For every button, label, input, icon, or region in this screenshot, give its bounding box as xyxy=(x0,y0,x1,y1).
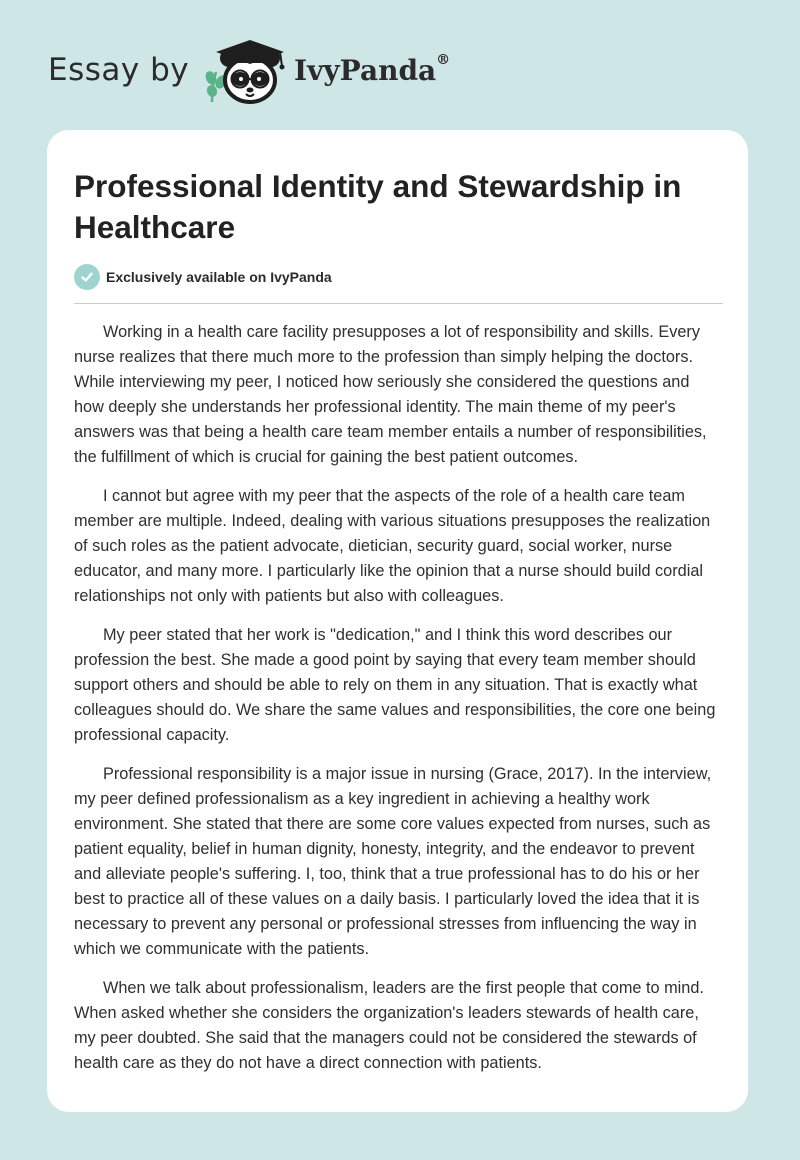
paragraph: I cannot but agree with my peer that the aspects of the role of a health care team member are multiple. Indeed, dealing with various situations presupposes the realization of such roles as the patient advocate, dietician, security guard, social worker, nurse educator, and many more. I particularly like the opinion that a nurse should build cordial relationships not only with patients but also with colleagues. xyxy=(74,487,711,605)
paragraph: My peer stated that her work is "dedication," and I think this word describes our profession the best. She made a good point by saying that every team member should support others and should be able to rely on them in any situation. That is exactly what colleagues should do. We share the same values and responsibilities, the core one being professional capacity. xyxy=(74,626,716,744)
check-icon xyxy=(74,264,100,290)
registered-mark: ® xyxy=(436,52,451,68)
paragraph: Working in a health care facility presupposes a lot of responsibility and skills. Every nurse realizes that there much more to the profession than simply helping the doctors. While interviewing my peer, I noticed how seriously she considered the questions and how deeply she understands her professional identity. The main theme of my peer's answers was that being a health care team member entails a number of responsibilities, the fulfillment of which is crucial for gaining the best patient outcomes. xyxy=(74,323,707,466)
exclusive-label: Exclusively available on IvyPanda xyxy=(106,269,332,285)
panda-graduate-icon xyxy=(202,36,292,106)
essay-body xyxy=(74,320,723,1090)
brand-name xyxy=(294,54,450,87)
exclusive-notice xyxy=(74,264,332,290)
essay-card xyxy=(47,130,748,1112)
divider xyxy=(74,303,723,304)
brand-name-text: IvyPanda xyxy=(294,54,437,87)
brand-logo[interactable] xyxy=(48,36,488,106)
paragraph: Professional responsibility is a major issue in nursing (Grace, 2017). In the interview, my peer defined professionalism as a key ingredient in achieving a healthy work environment. She stated that there are some core values expected from nurses, such as patient equality, belief in human dignity, honesty, integrity, and the endeavor to prevent and alleviate people's suffering. I, too, think that a true professional has to do his or her best to practice all of these values on a daily basis. I particularly loved the idea that it is necessary to prevent any personal or professional stresses from influencing the way in which we communicate with the patients. xyxy=(74,765,712,958)
paragraph: When we talk about professionalism, leaders are the first people that come to mind. When asked whether she considers the organization's leaders stewards of health care, my peer doubted. She said that the managers could not be considered the stewards of health care as they do not have a direct connection with patients. xyxy=(74,979,704,1072)
brand-prefix: Essay by xyxy=(48,52,190,88)
page-title: Professional Identity and Stewardship in Healthcare xyxy=(74,168,682,245)
